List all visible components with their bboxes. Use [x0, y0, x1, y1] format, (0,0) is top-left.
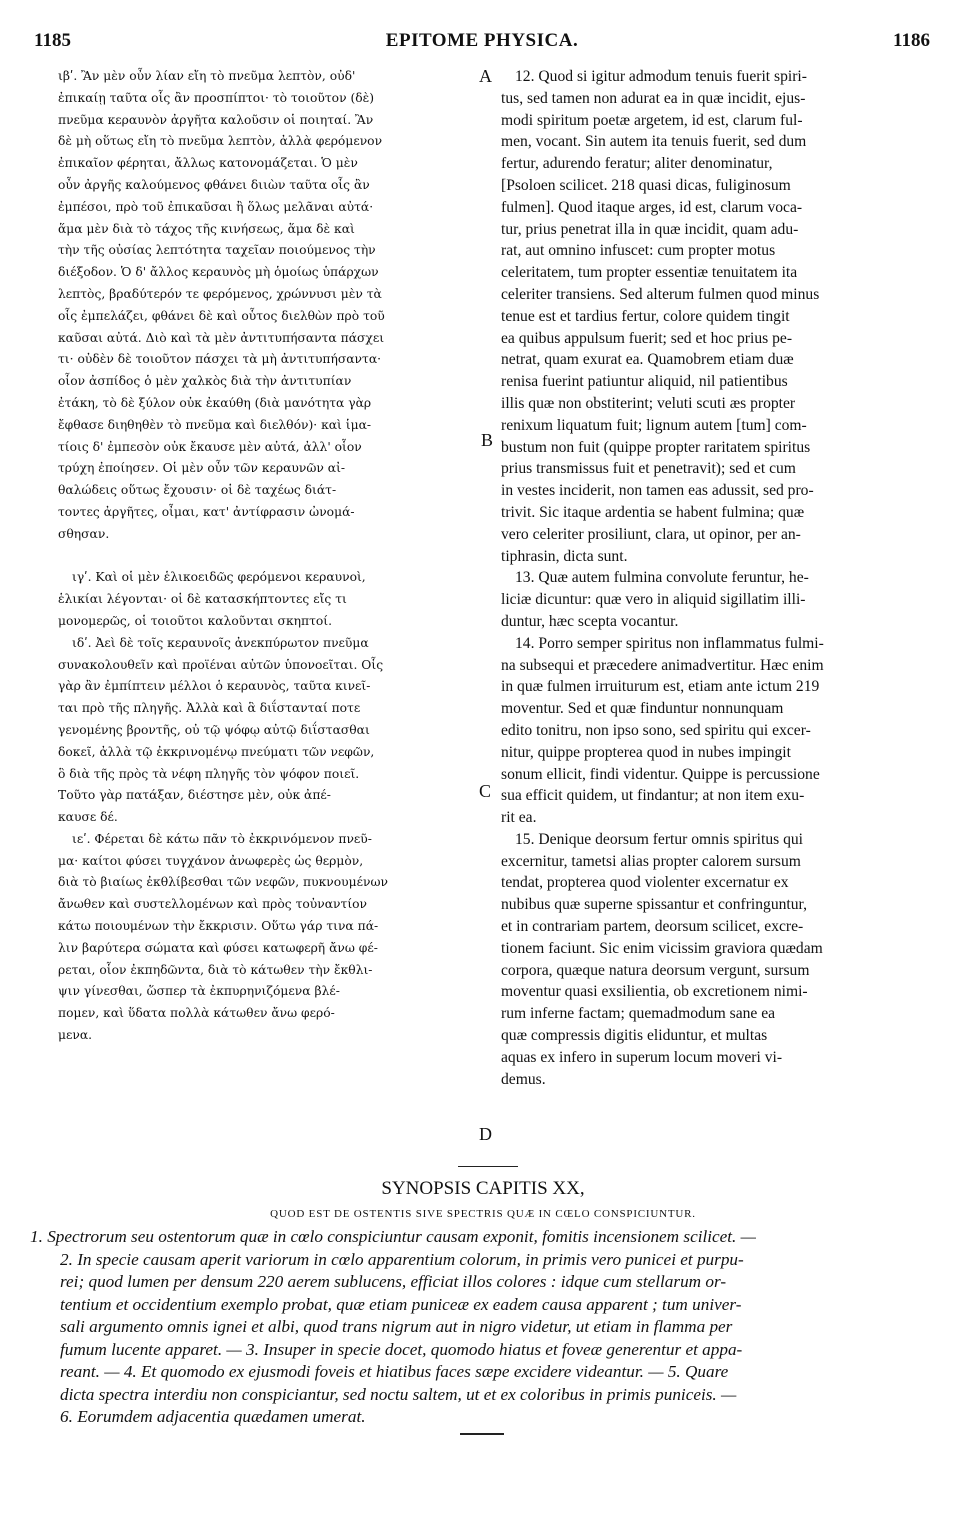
latin-line: netrat, quam exurat ea. Quamobrem etiam duæ: [501, 351, 794, 369]
latin-line: bustum non fuit (quippe propter raritatem spiritus: [501, 438, 811, 456]
synopsis-line: dicta spectra interdiu non conspiciantur, sed noctu saltem, ut et ex coloribus in primis puniceis. —: [60, 1384, 737, 1404]
latin-line: prius transmissus fuit et penetravit); sed et cum: [501, 460, 796, 478]
latin-line: sonum ellicit, findi videntur. Quippe is percussione: [501, 765, 820, 783]
latin-line: liciæ dicuntur: quæ vero in aliquid sigillatim illi-: [501, 591, 806, 609]
latin-line: tenue est et tardius fertur, colore quidem tingit: [501, 307, 790, 325]
greek-line: πνεῦμα κεραυνὸν ἀργῆτα καλοῦσιν οἱ ποιηταί. Ἂν: [58, 112, 374, 127]
synopsis-line: rei; quod lumen per densum 220 aerem sublucens, efficiat illos colores : idque cum stellarum or-: [60, 1272, 727, 1291]
latin-line: renixum liquatum fuit; lignum autem [tum] com-: [501, 416, 807, 434]
greek-line: μενα.: [58, 1028, 93, 1043]
greek-line: πομεν, καὶ ὕδατα πολλὰ κάτωθεν ἄνω φερό-: [58, 1006, 335, 1021]
latin-line: moventur. Sed et quæ finduntur nonnunquam: [501, 700, 784, 718]
latin-line: rum inferne factam; quemadmodum sane ea: [501, 1005, 776, 1023]
greek-line: γενομένης βροντῆς, οὐ τῷ ψόφῳ αὐτῷ διΐστασθαι: [58, 722, 370, 737]
greek-line: ἅμα μὲν διὰ τὸ τάχος τῆς κινήσεως, ἅμα δὲ καὶ: [58, 221, 355, 236]
running-header: [34, 30, 930, 56]
latin-line: nitur, quippe propterea quod in nubes impingit: [501, 743, 791, 761]
greek-line: σθησαν.: [58, 526, 110, 541]
greek-line: κάτω ποιουμένων τὴν ἔκκρισιν. Οὕτω γάρ τινα πά-: [58, 919, 379, 934]
greek-line: τὴν τῆς οὐσίας λεπτότητα ταχεῖαν ποιούμενος τὴν: [58, 243, 376, 258]
margin-letter-a: A: [479, 66, 492, 86]
margin-letter-c: C: [479, 781, 492, 801]
latin-line: edito tonitru, non ipso sono, sed spiritu qui excer-: [501, 721, 811, 739]
latin-line: tur, prius penetrat illa in quæ incidit, quam adu-: [501, 220, 799, 238]
latin-line: tendat, propterea quod violenter excernatur ex: [501, 874, 789, 892]
synopsis-line: sali argumento omnis ignei et albi, quod trans nigrum aut in nigro videtur, ut etiam in flamma per: [60, 1317, 733, 1336]
margin-letter-d: D: [479, 1124, 492, 1144]
greek-line: οὖν ἀργῆς καλούμενος φθάνει διιὼν ταῦτα οἷς ἂν: [58, 177, 370, 192]
synopsis-subtitle: QUOD EST DE OSTENTIS SIVE SPECTRIS QUÆ IN CŒLO CONSPICIUNTUR.: [270, 1208, 696, 1220]
greek-line: ἐπικαίῃ ταῦτα οἷς ἂν προσπίπτοι· τὸ τοιοῦτον (δὲ): [58, 90, 375, 105]
greek-line: ἑλικίαι λέγονται· οἱ δὲ κατασκήπτοντες εἴς τι: [58, 592, 347, 607]
synopsis-line: 1. Spectrorum seu ostentorum quæ in cœlo conspiciuntur causam exponit, fomitis incensionem scilicet. —: [30, 1227, 756, 1246]
greek-line: Τοῦτο γὰρ πατάξαν, διέστησε μὲν, οὐκ ἀπέ-: [58, 788, 331, 803]
latin-line: in quæ fulmen irruiturum est, etiam ante ictum 219: [501, 678, 820, 696]
latin-line: corpora, quæque natura deorsum vergunt, sursum: [501, 961, 810, 979]
page-number-right: 1186: [893, 30, 930, 51]
greek-line: ἐπικαῖον φέρηται, ἄλλως κατονομάζεται. Ὁ μὲν: [58, 156, 358, 171]
end-divider: [460, 1433, 504, 1435]
greek-line: λιν βαρύτερα σώματα καὶ φύσει κατωφερῆ ἄνω φέ-: [58, 940, 378, 955]
greek-line: καυσε δέ.: [58, 810, 118, 825]
latin-line: ea quibus appulsum fuerit; sed et hoc prius pe-: [501, 329, 793, 347]
latin-line: aquas ex infero in superum locum moveri vi-: [501, 1048, 783, 1066]
synopsis-line: tentium et occidentium exemplo probat, quæ etiam puniceæ ex eadem causa apparent ; tum univer-: [60, 1294, 742, 1314]
synopsis-title: SYNOPSIS CAPITIS XX,: [381, 1178, 585, 1199]
latin-line: duntur, hæc scepta vocantur.: [501, 612, 679, 630]
latin-line: fertur, adurendo feratur; aliter denominatur,: [501, 155, 773, 173]
greek-line: ται πρὸ τῆς πληγῆς. Ἀλλὰ καὶ ἃ διΐστανταί ποτε: [58, 701, 361, 716]
greek-column: [58, 66, 482, 1047]
greek-line: τρύχη ἐποίησεν. Οἱ μὲν οὖν τῶν κεραυνῶν αἰ-: [58, 461, 346, 476]
latin-column: [501, 66, 939, 1090]
latin-line: 12. Quod si igitur admodum tenuis fuerit spiri-: [515, 68, 807, 85]
synopsis-text: [30, 1226, 940, 1429]
latin-line: rat, aut omnino infuscet: cum propter motus: [501, 242, 776, 260]
greek-line: τι· οὐδὲν δὲ τοιοῦτον πάσχει τὰ μὴ ἀντιτυπήσαντα·: [58, 352, 382, 367]
greek-line: ιδʹ. Ἀεὶ δὲ τοῖς κεραυνοῖς ἀνεκπύρωτον πνεῦμα: [72, 635, 369, 650]
greek-line: οἷς ἐμπελάζει, φθάνει δὲ καὶ οὗτος διελθὼν πρὸ τοῦ: [58, 308, 385, 323]
synopsis-line: 2. In specie causam aperit variorum in cœlo apparentium colorum, in primis vero punicei et purpu-: [60, 1249, 744, 1269]
latin-line: rit ea.: [501, 809, 537, 827]
latin-line: moventur quasi exsilientia, ob excretionem nimi-: [501, 983, 808, 1001]
synopsis-line: reant. — 4. Et quomodo ex ejusmodi foveis et hiatibus faces sæpe excidere videantur. — 5. Quare: [60, 1362, 729, 1381]
latin-line: et in contrariam partem, deorsum scilicet, excre-: [501, 918, 804, 936]
margin-letter-b: B: [481, 430, 494, 450]
latin-line: tionem faciunt. Sic enim vicissim graviora quædam: [501, 939, 823, 957]
greek-line: λεπτὸς, βραδύτερόν τε φερόμενος, χρώννυσι μὲν τὰ: [58, 286, 382, 301]
latin-line: trivit. Sic itaque ardentia se habent fulmina; quæ: [501, 503, 805, 521]
greek-line: μονομερῶς, οἱ τοιοῦτοι καλοῦνται σκηπτοί.: [58, 613, 333, 628]
latin-line: tus, sed tamen non adurat ea in quæ incidit, ejus-: [501, 89, 806, 107]
latin-line: fulmen]. Quod itaque arges, id est, clarum voca-: [501, 198, 803, 216]
latin-line: vero celeriter prosiliunt, clara, ut opinor, per an-: [501, 525, 801, 543]
greek-line: τίοις δ' ἐμπεσὸν οὐκ ἔκαυσε μὲν αὐτά, ἀλλ' οἷον: [58, 439, 362, 454]
greek-line: δοκεῖ, ἀλλὰ τῷ ἐκκρινομένῳ πνεύματι τῶν νεφῶν,: [58, 744, 375, 759]
synopsis-line: 6. Eorumdem adjacentia quædamen umerat.: [60, 1407, 366, 1426]
latin-line: demus.: [501, 1070, 546, 1088]
greek-line: γὰρ ἂν ἐμπίπτειν μέλλοι ὁ κεραυνὸς, ταῦτα κινεῖ-: [58, 679, 371, 694]
latin-line: sua efficit quidem, ut findantur; at non item exu-: [501, 787, 805, 805]
greek-line: συνακολουθεῖν καὶ προϊέναι αὐτῶν ὑπονοεῖται. Οἷς: [58, 657, 384, 672]
greek-line: ἄνωθεν καὶ συστελλομένων καὶ πρὸς τοὐναντίον: [58, 897, 368, 912]
section-divider: [458, 1166, 518, 1167]
greek-line: θαλώδεις οὕτως ἔχουσιν· οἱ δὲ ταχέως διάτ-: [58, 483, 337, 498]
greek-line: διέξοδον. Ὁ δ' ἄλλος κεραυνὸς μὴ ὁμοίως ὑπάρχων: [58, 265, 379, 280]
latin-line: celeritatem, tum propter essentiæ tenuitatem ita: [501, 264, 798, 282]
greek-line: ιγʹ. Καὶ οἱ μὲν ἑλικοειδῶς φερόμενοι κεραυνοὶ,: [72, 570, 366, 585]
greek-line: ἐμπέσοι, πρὸ τοῦ ἐπικαῦσαι ἢ ὅλως μελᾶναι αὐτά·: [58, 199, 374, 214]
greek-line: διὰ τὸ βιαίως ἐκθλίβεσθαι τῶν νεφῶν, πυκνουμένων: [58, 875, 388, 890]
latin-line: excernitur, tametsi alias propter calorem sursum: [501, 852, 801, 870]
greek-line: ψιν γίνεσθαι, ὥσπερ τὰ ἐκπυρηνιζόμενα βλέ-: [58, 984, 340, 999]
greek-line: [58, 546, 482, 568]
latin-line: 15. Denique deorsum fertur omnis spiritus qui: [515, 830, 804, 848]
greek-line: ὃ διὰ τῆς πρὸς τὰ νέφη πληγῆς τὸν ψόφον ποιεῖ.: [58, 766, 360, 781]
greek-line: τοντες ἀργῆτες, οἶμαι, κατ' ἀντίφρασιν ὠνομά-: [58, 504, 355, 519]
latin-line: [Psoloen scilicet. 218 quasi dicas, fuliginosum: [501, 176, 791, 194]
synopsis-line: fumum lucente apparet. — 3. Insuper in specie docet, quomodo hiatus et foveæ generentur et appa-: [60, 1339, 743, 1359]
latin-line: in vestes inciderit, non tamen eas adussit, sed pro-: [501, 482, 814, 500]
latin-line: tiphrasin, dicta sunt.: [501, 547, 628, 565]
latin-line: na subsequi et præcedere animadvertitur. Hæc enim: [501, 656, 824, 674]
greek-line: μα· καίτοι φύσει τυγχάνον ἀνωφερὲς ὡς θερμὸν,: [58, 853, 364, 868]
page-number-left: 1185: [34, 30, 71, 51]
greek-line: δὲ μὴ οὕτως εἴη τὸ πνεῦμα λεπτὸν, ἀλλὰ φερόμενον: [58, 134, 383, 149]
greek-line: καῦσαι αὐτά. Διὸ καὶ τὰ μὲν ἀντιτυπήσαντα πάσχει: [58, 330, 385, 345]
latin-line: nubibus quæ superne spissantur et confringuntur,: [501, 896, 808, 914]
latin-line: illis quæ non obstiterint; veluti scuti æs propter: [501, 394, 796, 412]
latin-line: 14. Porro semper spiritus non inflammatus fulmi-: [515, 634, 824, 652]
latin-line: quæ compressis digitis eliduntur, et multas: [501, 1027, 768, 1045]
greek-line: ρεται, οἷον ἐκπηδῶντα, διὰ τὸ κάτωθεν τὴν ἔκθλι-: [58, 962, 373, 977]
greek-line: οἷον ἀσπίδος ὁ μὲν χαλκὸς διὰ τὴν ἀντιτυπίαν: [58, 374, 352, 389]
greek-line: ἔφθασε διηθηθὲν τὸ πνεῦμα καὶ διελθόν)· καὶ ἱμα-: [58, 417, 372, 432]
latin-line: 13. Quæ autem fulmina convolute feruntur, he-: [515, 569, 809, 587]
greek-line: ιεʹ. Φέρεται δὲ κάτω πᾶν τὸ ἐκκρινόμενον πνεῦ-: [72, 831, 372, 846]
latin-line: modi spiritum poetæ argetem, id est, clarum ful-: [501, 111, 803, 129]
latin-line: celeriter transiens. Sed alterum fulmen quod minus: [501, 285, 820, 303]
running-title: EPITOME PHYSICA.: [385, 30, 579, 51]
latin-line: renisa fuerint patiuntur aliquid, nil patientibus: [501, 373, 788, 391]
greek-line: ἐτάκη, τὸ δὲ ξύλον οὐκ ἐκαύθη (διὰ μανότητα γὰρ: [58, 395, 372, 410]
greek-line: ιβʹ. Ἂν μὲν οὖν λίαν εἴη τὸ πνεῦμα λεπτὸν, οὐδ': [58, 69, 356, 83]
latin-line: men, vocant. Sin autem ita tenuis fuerit, sed dum: [501, 133, 807, 151]
